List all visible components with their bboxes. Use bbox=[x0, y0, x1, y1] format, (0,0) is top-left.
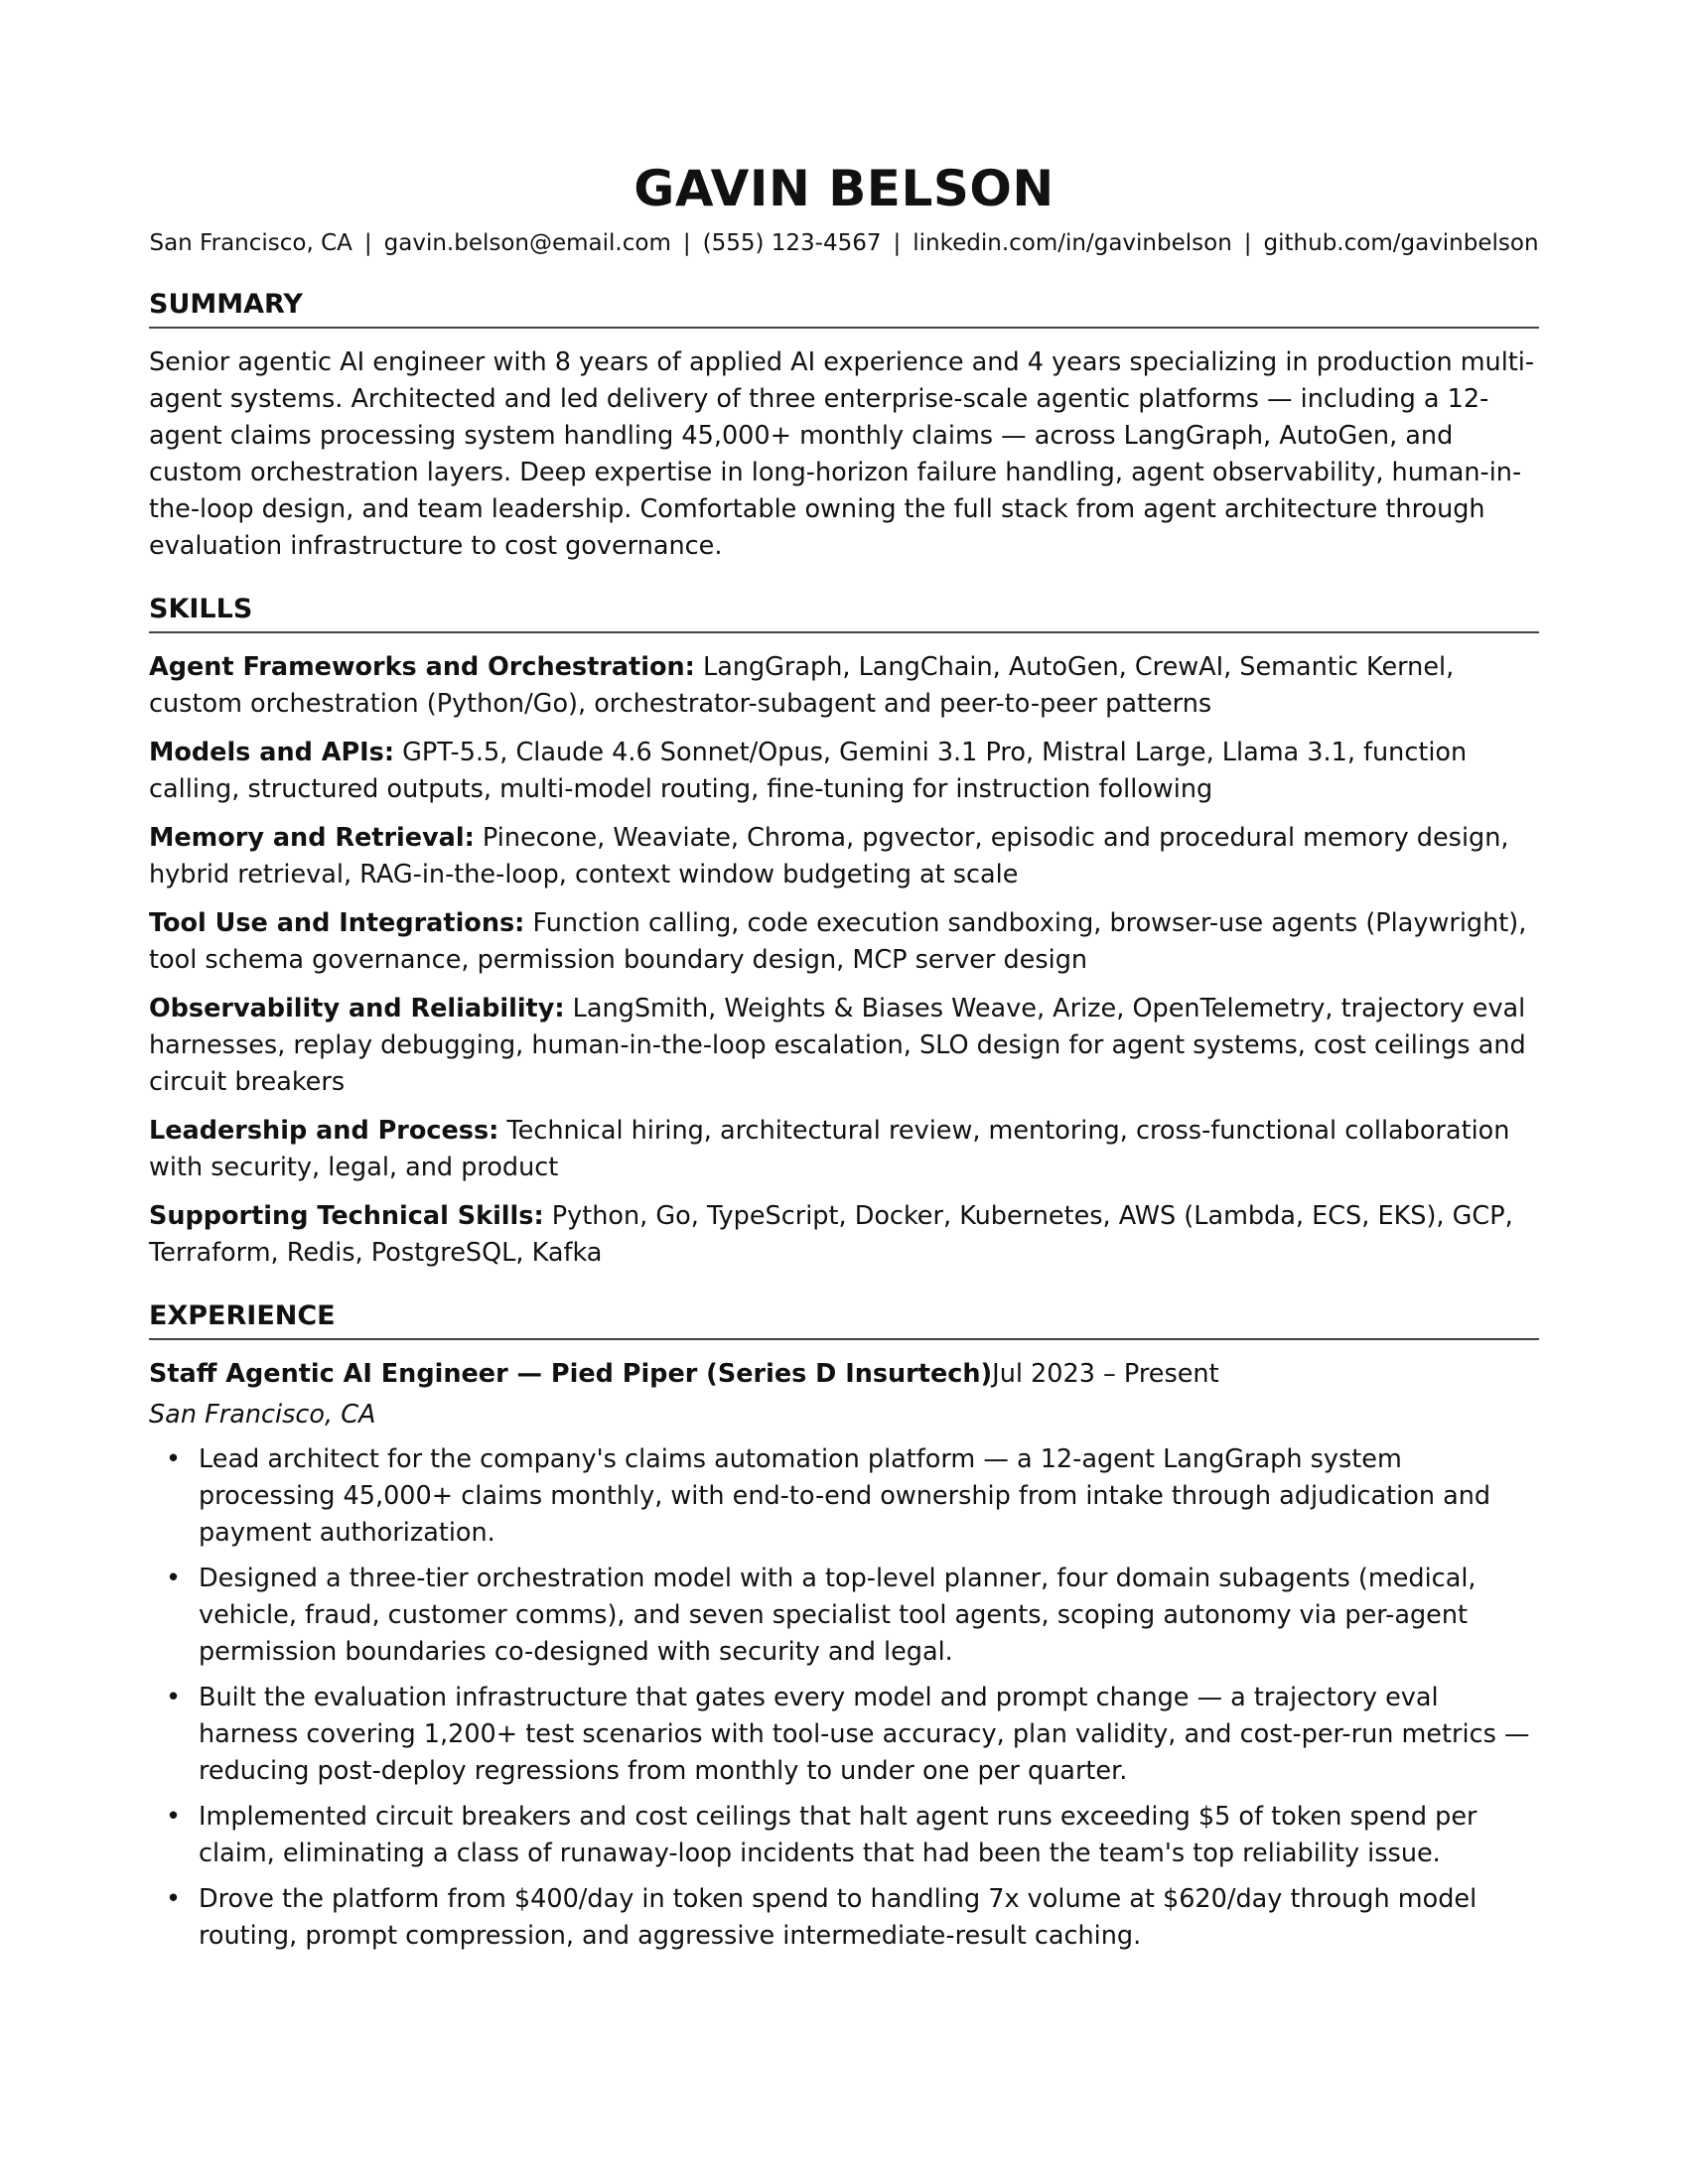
list-item bbox=[149, 1799, 1539, 1872]
contact-github: github.com/gavinbelson bbox=[1263, 230, 1539, 256]
skill-item bbox=[149, 991, 1539, 1101]
skill-item bbox=[149, 905, 1539, 979]
bullet-text: Implemented circuit breakers and cost ceilings that halt agent runs exceeding $5 of token spend per claim, eliminating a class of runaway-loop incidents that had been the team's top reliability issue. bbox=[199, 1802, 1477, 1868]
candidate-name: GAVIN BELSON bbox=[633, 160, 1055, 217]
job-bullets bbox=[149, 1441, 1539, 1955]
skill-item bbox=[149, 649, 1539, 723]
skill-label: Memory and Retrieval: bbox=[149, 823, 475, 853]
contact-phone: (555) 123-4567 bbox=[702, 230, 882, 256]
resume-page bbox=[149, 139, 1539, 1964]
summary-heading: SUMMARY bbox=[149, 286, 1539, 329]
skill-text: Function calling, code execution sandboxing, browser-use agents (Playwright), tool schema governance, permission boundary design, MCP server design bbox=[149, 908, 1527, 975]
list-item bbox=[149, 1680, 1539, 1790]
skill-label: Leadership and Process: bbox=[149, 1116, 499, 1146]
contact-separator: | bbox=[893, 230, 902, 256]
contact-separator: | bbox=[682, 230, 691, 256]
skill-text: Python, Go, TypeScript, Docker, Kubernetes, AWS (Lambda, ECS, EKS), GCP, Terraform, Redis, PostgreSQL, Kafka bbox=[149, 1201, 1513, 1268]
bullet-icon: • bbox=[166, 1683, 182, 1712]
list-item bbox=[149, 1441, 1539, 1552]
skill-label: Models and APIs: bbox=[149, 738, 395, 767]
job-title-row bbox=[149, 1356, 1539, 1393]
bullet-text: Built the evaluation infrastructure that gates every model and prompt change — a trajectory eval harness covering 1,200+ test scenarios with tool-use accuracy, plan validity, and cost-per-run metrics — reducing post-deploy regressions from monthly to under one per quarter. bbox=[199, 1683, 1530, 1786]
contact-separator: | bbox=[363, 230, 372, 256]
skill-label: Supporting Technical Skills: bbox=[149, 1201, 544, 1231]
skill-label: Tool Use and Integrations: bbox=[149, 908, 525, 938]
contact-line bbox=[149, 226, 1539, 260]
bullet-text: Drove the platform from $400/day in token spend to handling 7x volume at $620/day through model routing, prompt compression, and aggressive intermediate-result caching. bbox=[199, 1884, 1477, 1951]
skill-item bbox=[149, 820, 1539, 893]
skill-item bbox=[149, 1198, 1539, 1272]
skill-label: Observability and Reliability: bbox=[149, 994, 565, 1024]
skill-item bbox=[149, 735, 1539, 808]
skills-heading: SKILLS bbox=[149, 591, 1539, 633]
bullet-icon: • bbox=[166, 1564, 182, 1593]
summary-text: Senior agentic AI engineer with 8 years of applied AI experience and 4 years specializing in production multi-agent systems. Architected and led delivery of three enterprise-scale agentic platforms — including a 12-agent claims processing system handling 45,000+ monthly claims — across LangGraph, AutoGen, and custom orchestration layers. Deep expertise in long-horizon failure handling, agent observability, human-in-the-loop design, and team leadership. Comfortable owning the full stack from agent architecture through evaluation infrastructure to cost governance. bbox=[149, 347, 1535, 561]
contact-separator: | bbox=[1243, 230, 1252, 256]
skill-text: GPT-5.5, Claude 4.6 Sonnet/Opus, Gemini 3.1 Pro, Mistral Large, Llama 3.1, function calling, structured outputs, multi-model routing, fine-tuning for instruction following bbox=[149, 738, 1468, 804]
skills-list bbox=[149, 649, 1539, 1272]
job-dates: Jul 2023 – Present bbox=[992, 1359, 1219, 1389]
list-item bbox=[149, 1561, 1539, 1671]
skill-text: Pinecone, Weaviate, Chroma, pgvector, episodic and procedural memory design, hybrid retrieval, RAG-in-the-loop, context window budgeting at scale bbox=[149, 823, 1509, 889]
bullet-text: Lead architect for the company's claims automation platform — a 12-agent LangGraph system processing 45,000+ claims monthly, with end-to-end ownership from intake through adjudication and payment authorization. bbox=[199, 1444, 1491, 1548]
contact-location: San Francisco, CA bbox=[149, 230, 352, 256]
bullet-icon: • bbox=[166, 1884, 182, 1914]
list-item bbox=[149, 1881, 1539, 1955]
job-entry bbox=[149, 1356, 1539, 1955]
skill-text: Technical hiring, architectural review, mentoring, cross-functional collaboration with security, legal, and product bbox=[149, 1116, 1510, 1182]
skill-item bbox=[149, 1113, 1539, 1186]
bullet-icon: • bbox=[166, 1802, 182, 1832]
contact-linkedin: linkedin.com/in/gavinbelson bbox=[913, 230, 1232, 256]
bullet-icon: • bbox=[166, 1444, 182, 1474]
skill-label: Agent Frameworks and Orchestration: bbox=[149, 652, 695, 682]
skill-text: LangGraph, LangChain, AutoGen, CrewAI, Semantic Kernel, custom orchestration (Python/Go), orchestrator-subagent and peer-to-peer patterns bbox=[149, 652, 1455, 719]
bullet-text: Designed a three-tier orchestration model with a top-level planner, four domain subagents (medical, vehicle, fraud, customer comms), and seven specialist tool agents, scoping autonomy via per-agent permission boundaries co-designed with security and legal. bbox=[199, 1564, 1477, 1667]
contact-email: gavin.belson@email.com bbox=[383, 230, 671, 256]
experience-heading: EXPERIENCE bbox=[149, 1297, 1539, 1340]
job-title: Staff Agentic AI Engineer — Pied Piper (Series D Insurtech) bbox=[149, 1359, 993, 1389]
job-location: San Francisco, CA bbox=[149, 1400, 376, 1430]
skill-text: LangSmith, Weights & Biases Weave, Arize, OpenTelemetry, trajectory eval harnesses, replay debugging, human-in-the-loop escalation, SLO design for agent systems, cost ceilings and circuit breakers bbox=[149, 994, 1526, 1097]
